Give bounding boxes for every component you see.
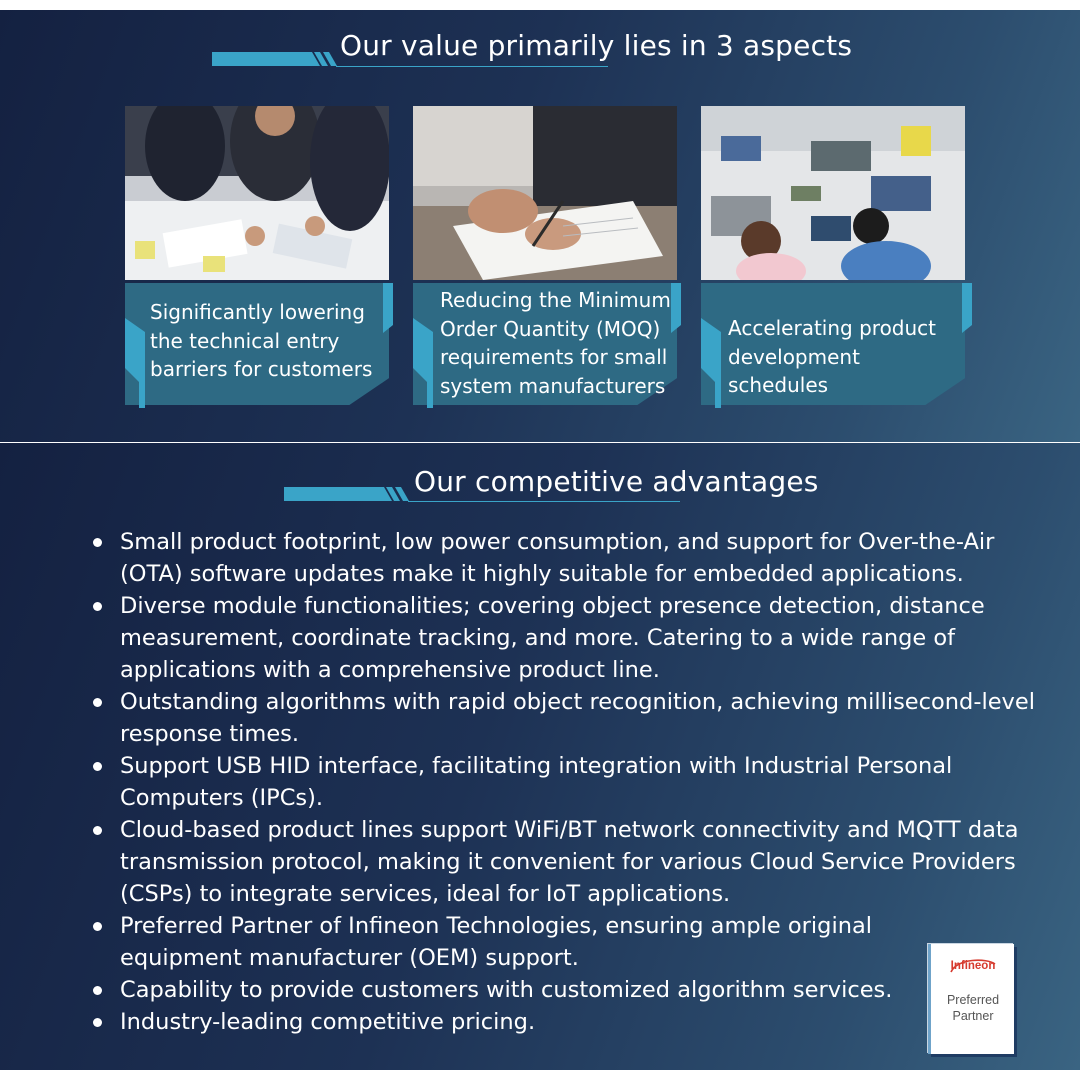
value-card-2-text: Reducing the Minimum Order Quantity (MOQ) requirements for small system manufacturers	[440, 288, 671, 398]
bullet-icon	[93, 1018, 102, 1027]
list-item: Cloud-based product lines support WiFi/BT network connectivity and MQTT data transmission protocol, making it convenient for various Cloud Service Providers (CSPs) to integrate services, ideal for IoT applications.	[90, 814, 1050, 910]
list-item: Diverse module functionalities; covering object presence detection, distance measurement, coordinate tracking, and more. Catering to a wide range of applications with a comprehensive product line.	[90, 590, 1050, 686]
list-item: Small product footprint, low power consumption, and support for Over-the-Air (OTA) software updates make it highly suitable for embedded applications.	[90, 526, 1050, 590]
title-accent-bar	[284, 485, 412, 503]
card-tab-left	[413, 318, 433, 408]
electronics-lab-photo	[701, 106, 965, 280]
title-accent-bar	[212, 50, 340, 68]
list-item: Industry-leading competitive pricing.	[90, 1006, 1050, 1038]
infineon-preferred-partner-badge	[928, 944, 1014, 1054]
card-tab-right	[962, 283, 972, 333]
list-item: Preferred Partner of Infineon Technologies, ensuring ample original equipment manufacturer (OEM) support.	[90, 910, 1050, 974]
bullet-icon	[93, 826, 102, 835]
value-card-1-text: Significantly lowering the technical entry barriers for customers	[150, 300, 373, 381]
advantages-list	[90, 526, 1050, 1038]
bullet-icon	[93, 986, 102, 995]
value-section-title: Our value primarily lies in 3 aspects	[340, 29, 853, 62]
badge-brand: Infineon	[950, 960, 996, 972]
value-card-3-text: Accelerating product development schedules	[728, 316, 937, 397]
document-signing-photo	[413, 106, 677, 280]
advantages-title-underline	[408, 501, 680, 502]
bullet-icon	[93, 922, 102, 931]
bullet-icon	[93, 538, 102, 547]
business-meeting-photo	[125, 106, 389, 280]
bullet-icon	[93, 698, 102, 707]
badge-caption: Preferred Partner	[946, 993, 1000, 1023]
bullet-icon	[93, 602, 102, 611]
card-tab-right	[383, 283, 393, 333]
list-item: Support USB HID interface, facilitating integration with Industrial Personal Computers (IPCs).	[90, 750, 1050, 814]
card-tab-left	[125, 318, 145, 408]
list-item: Outstanding algorithms with rapid object recognition, achieving millisecond-level response times.	[90, 686, 1050, 750]
list-item: Capability to provide customers with customized algorithm services.	[90, 974, 1050, 1006]
bullet-icon	[93, 762, 102, 771]
advantages-section-title: Our competitive advantages	[414, 465, 819, 498]
value-title-underline	[336, 66, 608, 67]
card-tab-left	[701, 318, 721, 408]
